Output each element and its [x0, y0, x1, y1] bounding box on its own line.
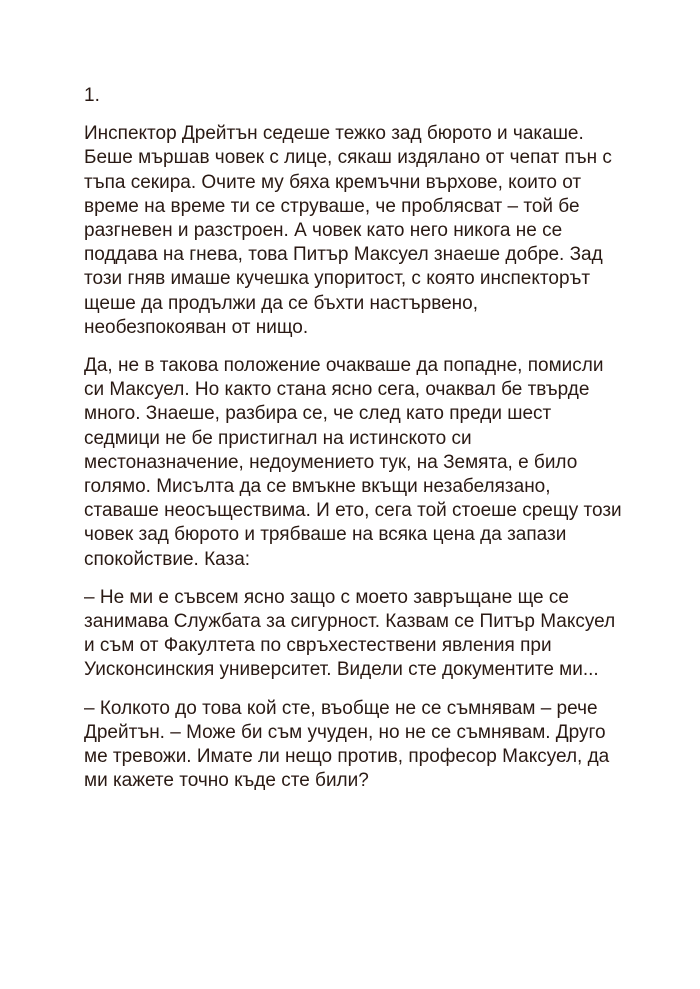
paragraph: Да, не в такова положение очакваше да попадне, помисли си Максуел. Но както стана ясно сега, очаквал бе твърде много. Знаеше, разбира се, че след като преди шест седмици не бе пристигнал на истинското си местоназначение, недоумението тук, на Земята, е било голямо. Мисълта да се вмъкне вкъщи незабелязано, ставаше неосъществима. И ето, сега той стоеше срещу този човек зад бюрото и трябваше на всяка цена да запази спокойствие. Каза: [84, 355, 622, 570]
paragraph: Инспектор Дрейтън седеше тежко зад бюрото и чакаше. Беше мършав човек с лице, сякаш издялано от чепат пън с тъпа секира. Очите му бяха кремъчни върхове, които от време на време ти се струваше, че проблясват – той бе разгневен и разстроен. А човек като него никога не се поддава на гнева, това Питър Максуел знаеше добре. Зад този гняв имаше кучешка упоритост, с която инспекторът щеше да продължи да се бъхти настървено, необезпокояван от нищо. [84, 123, 612, 338]
chapter-number: 1. [84, 85, 100, 106]
paragraph: – Колкото до това кой сте, въобще не се съмнявам – рече Дрейтън. – Може би съм учуден, но не се съмнявам. Друго ме тревожи. Имате ли нещо против, професор Максуел, да ми кажете точно къде сте били? [84, 697, 610, 792]
paragraph: – Не ми е съвсем ясно защо с моето завръщане ще се занимава Службата за сигурност. Казвам се Питър Максуел и съм от Факултета по свръхестествени явления при Уисконсинския университет. Видели сте документите ми... [84, 586, 616, 681]
page-content [84, 84, 624, 807]
